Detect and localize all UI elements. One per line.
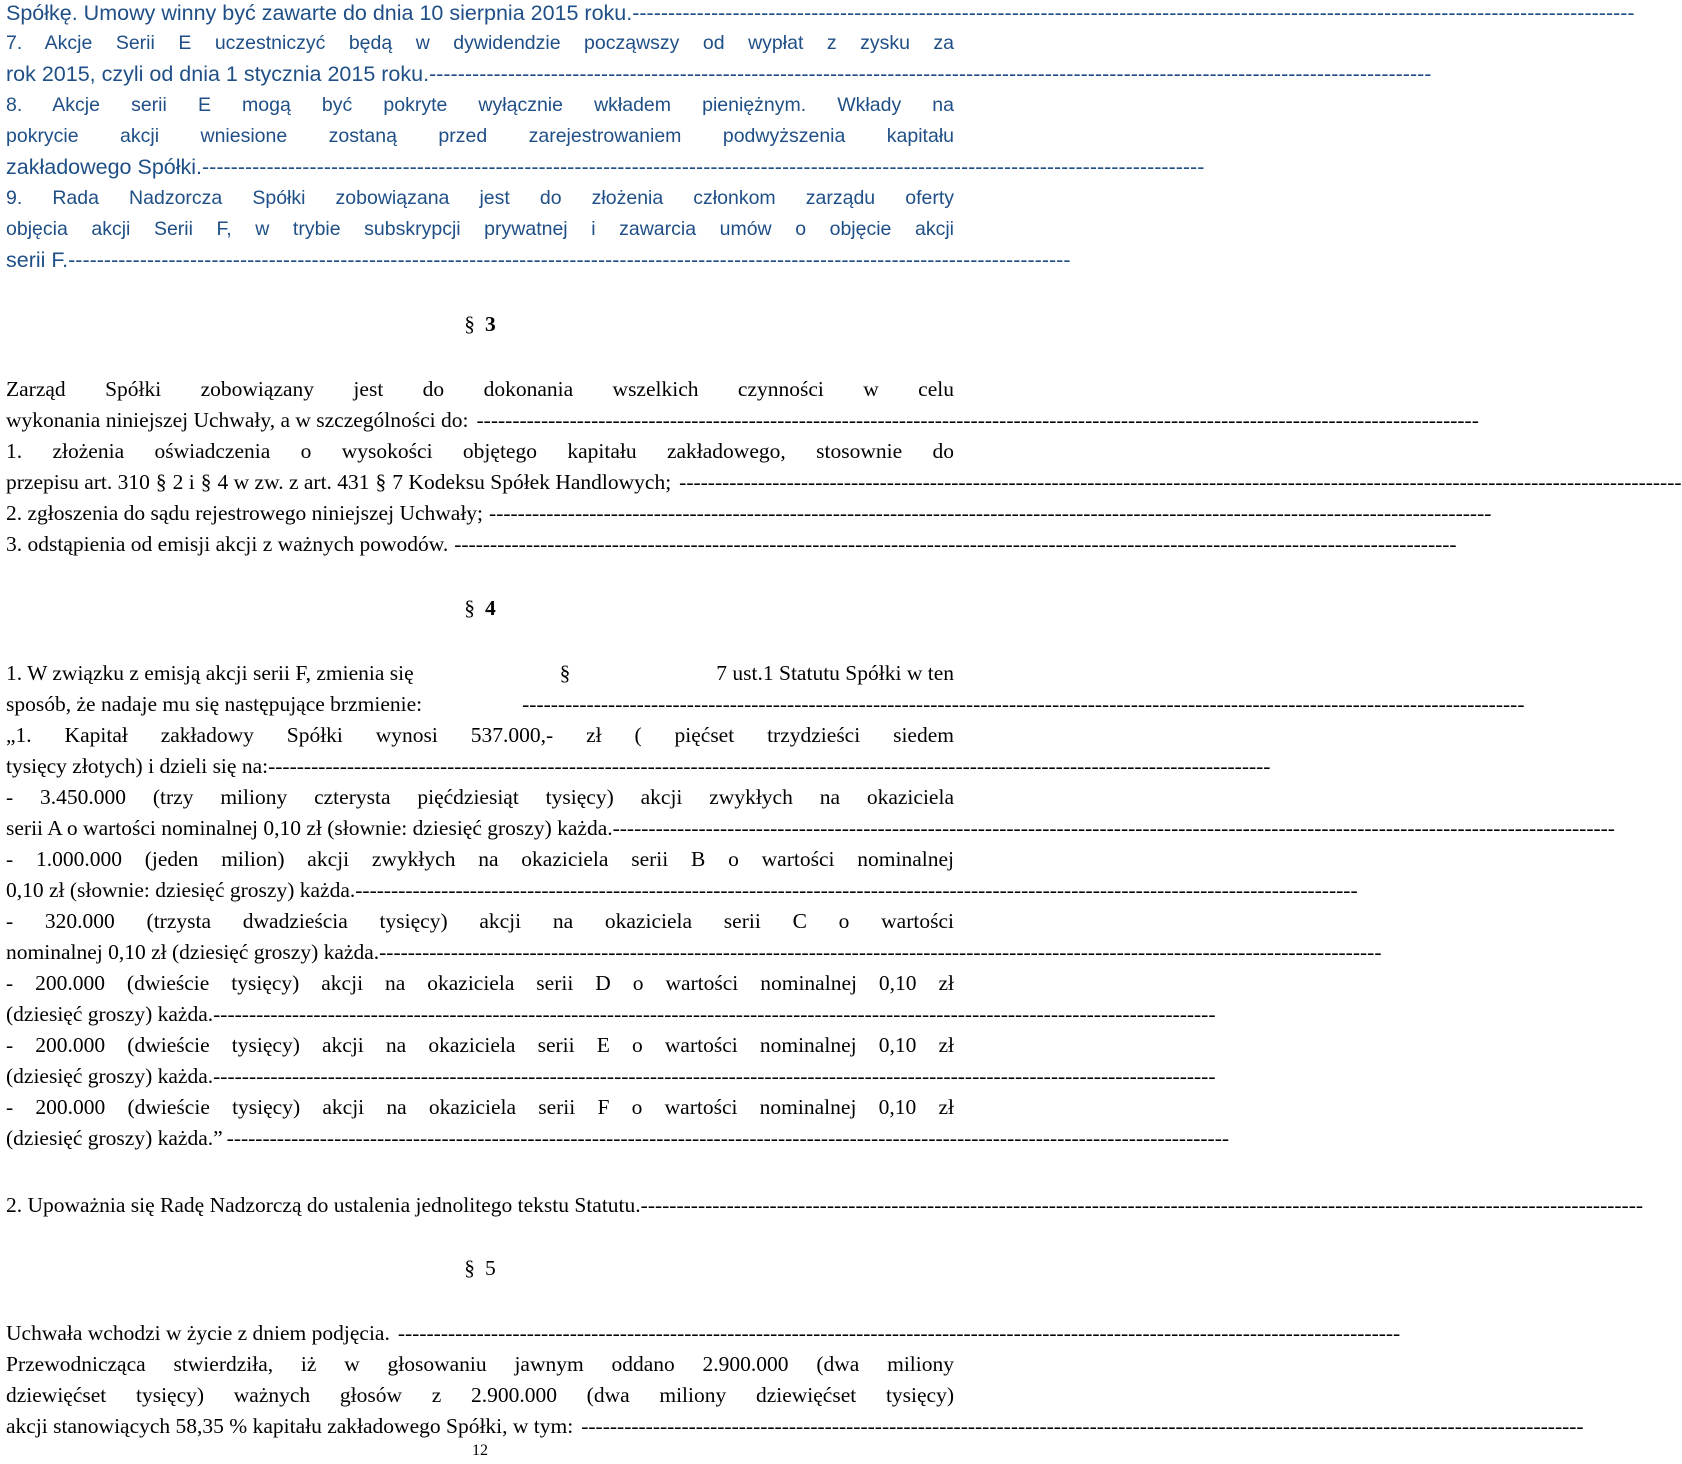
section-sign-icon: §	[375, 470, 387, 494]
series-b-line1: - 1.000.000 (jeden milion) akcji zwykłych na okaziciela serii B o wartości nominalnej	[6, 847, 954, 871]
section-3-heading: § 3	[464, 312, 496, 336]
section-sign-icon: §	[464, 312, 475, 336]
s4-line4: tysięcy złotych) i dzieli się na: --------------------------------------------------------------------------------------------------------------------------------------------	[6, 754, 1271, 778]
series-e-line1: - 200.000 (dwieście tysięcy) akcji na okaziciela serii E o wartości nominalnej 0,10 zł	[6, 1033, 954, 1057]
section-sign-icon: §	[200, 470, 212, 494]
series-d-line2: (dziesięć groszy) każda. --------------------------------------------------------------------------------------------------------------------------------------------	[6, 1002, 1216, 1026]
p8-line1: 8. Akcje serii E mogą być pokryte wyłącznie wkładem pieniężnym. Wkłady na	[6, 94, 954, 116]
s4-item2: 2. Upoważnia się Radę Nadzorczą do ustalenia jednolitego tekstu Statutu. --------------------------------------------------------------------------------------------------------------------------------------------	[6, 1193, 1644, 1217]
s5-line3: dziewięćset tysięcy) ważnych głosów z 2.900.000 (dwa miliony dziewięćset tysięcy)	[6, 1383, 954, 1407]
s3-item3: 3. odstąpienia od emisji akcji z ważnych powodów. --------------------------------------------------------------------------------------------------------------------------------------------	[6, 532, 1457, 556]
s3-item1-line1: 1. złożenia oświadczenia o wysokości objętego kapitału zakładowego, stosownie do	[6, 439, 954, 463]
s3-item2: 2. zgłoszenia do sądu rejestrowego niniejszej Uchwały; --------------------------------------------------------------------------------------------------------------------------------------------	[6, 501, 1492, 525]
s5-line2: Przewodnicząca stwierdziła, iż w głosowaniu jawnym oddano 2.900.000 (dwa miliony	[6, 1352, 954, 1376]
p7-line0: Spółkę. Umowy winny być zawarte do dnia 10 sierpnia 2015 roku. --------------------------------------------------------------------------------------------------------------------------------------------	[6, 1, 1635, 25]
series-d-line1: - 200.000 (dwieście tysięcy) akcji na okaziciela serii D o wartości nominalnej 0,10 zł	[6, 971, 954, 995]
series-a-line2: serii A o wartości nominalnej 0,10 zł (słownie: dziesięć groszy) każda. --------------------------------------------------------------------------------------------------------------------------------------------	[6, 816, 1615, 840]
series-b-line2: 0,10 zł (słownie: dziesięć groszy) każda. --------------------------------------------------------------------------------------------------------------------------------------------	[6, 878, 1358, 902]
section-sign-icon: §	[464, 596, 475, 620]
s3-line1: Zarząd Spółki zobowiązany jest do dokonania wszelkich czynności w celu	[6, 377, 954, 401]
page-number: 12	[472, 1442, 488, 1459]
section-sign-icon: §	[464, 1256, 475, 1280]
p8-line2: pokrycie akcji wniesione zostaną przed zarejestrowaniem podwyższenia kapitału	[6, 125, 954, 147]
series-e-line2: (dziesięć groszy) każda. --------------------------------------------------------------------------------------------------------------------------------------------	[6, 1064, 1216, 1088]
s5-line1: Uchwała wchodzi w życie z dniem podjęcia. --------------------------------------------------------------------------------------------------------------------------------------------	[6, 1321, 1401, 1345]
p8-line3: zakładowego Spółki. --------------------------------------------------------------------------------------------------------------------------------------------	[6, 155, 1205, 179]
s4-line2: sposób, że nadaje mu się następujące brzmienie: --------------------------------------------------------------------------------------------------------------------------------------------	[6, 692, 1525, 716]
section-sign-icon: §	[155, 470, 167, 494]
s3-item1-line2: przepisu art. 310 § 2 i § 4 w zw. z art. 431 § 7 Kodeksu Spółek Handlowych; --------------------------------------------------------------------------------------------------------------------------------------------	[6, 470, 1682, 494]
section-4-heading: § 4	[464, 596, 496, 620]
p9-line1: 9. Rada Nadzorcza Spółki zobowiązana jest do złożenia członkom zarządu oferty	[6, 187, 954, 209]
p9-line3: serii F. --------------------------------------------------------------------------------------------------------------------------------------------	[6, 248, 1071, 272]
series-a-line1: - 3.450.000 (trzy miliony czterysta pięćdziesiąt tysięcy) akcji zwykłych na okaziciela	[6, 785, 954, 809]
section-sign-icon: §	[559, 661, 571, 685]
s3-line2: wykonania niniejszej Uchwały, a w szczególności do: --------------------------------------------------------------------------------------------------------------------------------------------	[6, 408, 1479, 432]
series-f-line1: - 200.000 (dwieście tysięcy) akcji na okaziciela serii F o wartości nominalnej 0,10 zł	[6, 1095, 954, 1119]
p9-line2: objęcia akcji Serii F, w trybie subskrypcji prywatnej i zawarcia umów o objęcie akcji	[6, 218, 954, 240]
section-5-heading: § 5	[464, 1256, 496, 1280]
p7-line2: rok 2015, czyli od dnia 1 stycznia 2015 roku. --------------------------------------------------------------------------------------------------------------------------------------------	[6, 62, 1432, 86]
p7-line1: 7. Akcje Serii E uczestniczyć będą w dywidendzie począwszy od wypłat z zysku za	[6, 32, 954, 54]
series-c-line2: nominalnej 0,10 zł (dziesięć groszy) każda. --------------------------------------------------------------------------------------------------------------------------------------------	[6, 940, 1382, 964]
series-c-line1: - 320.000 (trzysta dwadzieścia tysięcy) akcji na okaziciela serii C o wartości	[6, 909, 954, 933]
s4-line3: „1. Kapitał zakładowy Spółki wynosi 537.000,- zł ( pięćset trzydzieści siedem	[6, 723, 954, 747]
series-f-line2: (dziesięć groszy) każda.” --------------------------------------------------------------------------------------------------------------------------------------------	[6, 1126, 1230, 1150]
s5-line4: akcji stanowiących 58,35 % kapitału zakładowego Spółki, w tym: --------------------------------------------------------------------------------------------------------------------------------------------	[6, 1414, 1584, 1438]
s4-line1: 1. W związku z emisją akcji serii F, zmienia się § 7 ust.1 Statutu Spółki w ten	[6, 661, 954, 685]
